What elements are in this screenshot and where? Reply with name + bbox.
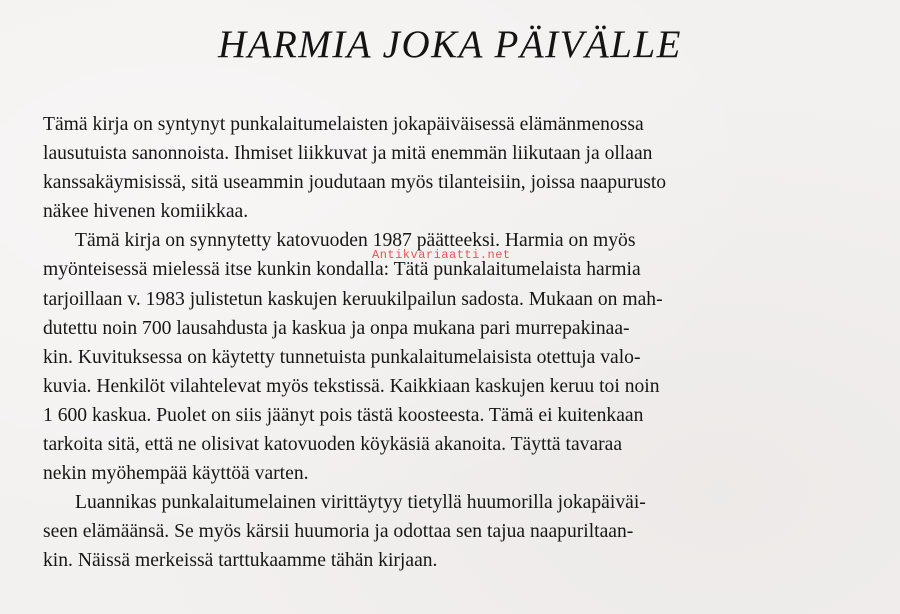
watermark: Antikvariaatti.net — [372, 248, 511, 262]
text-line: Luannikas punkalaitumelainen virittäytyy tietyllä huumorilla jokapäiväi- — [75, 492, 646, 514]
text-line: dutettu noin 700 lausahdusta ja kaskua ja onpa mukana pari murrepakinaa- — [43, 317, 630, 339]
text-line: kuvia. Henkilöt vilahtelevat myös tekstissä. Kaikkiaan kaskujen keruu toi noin — [43, 375, 660, 397]
page-title: HARMIA JOKA PÄIVÄLLE — [218, 23, 682, 66]
text-line: näkee hivenen komiikkaa. — [43, 201, 249, 223]
text-line: kin. Kuvituksessa on käytetty tunnetuista punkalaitumelaisista otettuja valo- — [43, 346, 641, 368]
text-line: Tämä kirja on syntynyt punkalaitumelaisten jokapäiväisessä elämänmenossa — [43, 114, 644, 135]
text-line: seen elämäänsä. Se myös kärsii huumoria ja odottaa sen tajua naapuriltaan- — [43, 521, 634, 543]
body-text — [43, 110, 853, 576]
text-line: myönteisessä mielessä itse kunkin kondalla: Tätä punkalaitumelaista harmia — [43, 259, 641, 281]
text-line: nekin myöhempää käyttöä varten. — [43, 463, 309, 485]
text-line: lausutuista sanonnoista. Ihmiset liikkuvat ja mitä enemmän liikutaan ja ollaan — [43, 143, 653, 165]
text-line: kin. Näissä merkeissä tarttukaamme tähän kirjaan. — [43, 550, 438, 572]
text-line: Tämä kirja on synnytetty katovuoden 1987 päätteeksi. Harmia on myös — [75, 230, 636, 252]
text-line: kanssakäymisissä, sitä useammin joudutaan myös tilanteisiin, joissa naapurusto — [43, 172, 667, 194]
text-line: tarjoillaan v. 1983 julistetun kaskujen keruukilpailun sadosta. Mukaan on mah- — [43, 288, 663, 310]
text-line: 1 600 kaskua. Puolet on siis jäänyt pois tästä koosteesta. Tämä ei kuitenkaan — [43, 404, 644, 426]
text-line: tarkoita sitä, että ne olisivat katovuoden köykäsiä akanoita. Täyttä tavaraa — [43, 434, 623, 456]
